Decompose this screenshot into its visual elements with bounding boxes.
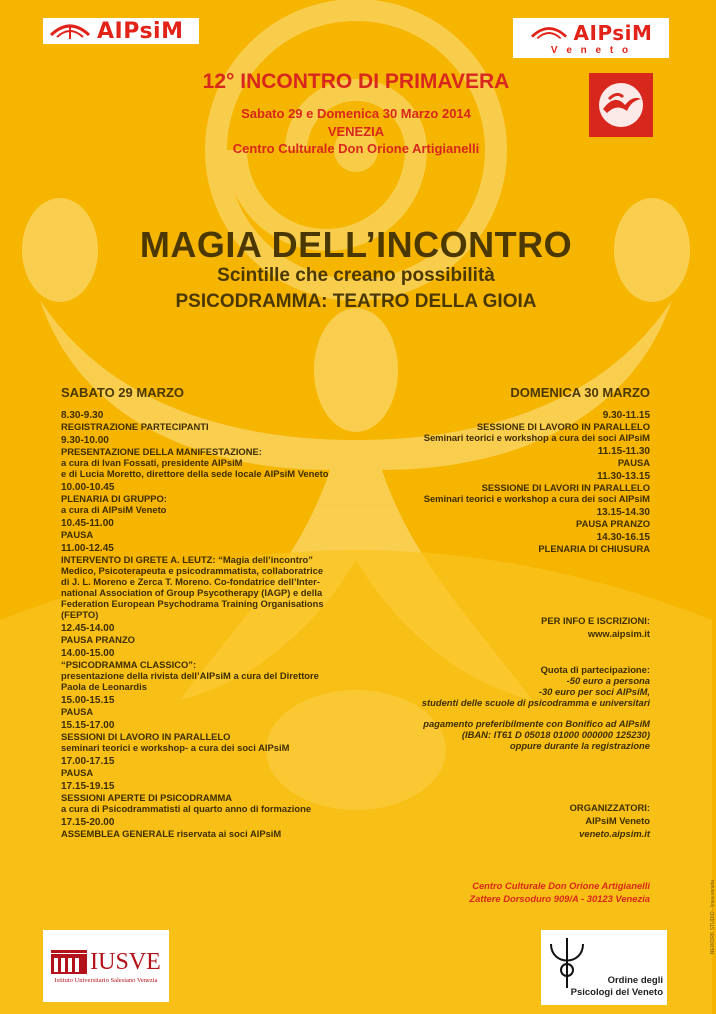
program-line: SESSIONE DI LAVORO IN PARALLELO [476,421,650,432]
dates-text: Sabato 29 e Domenica 30 Marzo 2014 [241,106,471,121]
program-time: 8.30-9.30 [61,410,104,421]
sunday-title [400,385,650,400]
fee-line-1: -50 euro a persona [566,675,650,686]
aipsim-veneto-logo [513,18,669,58]
program-item [61,410,391,432]
fee-pay-1: pagamento preferibilmente con Bonifico ad AIPsiM [423,718,650,729]
program-line: REGISTRAZIONE PARTECIPANTI [61,421,209,432]
edition-title [0,70,712,94]
program-line: PAUSA PRANZO [61,634,135,645]
fee-block [330,664,650,751]
venue-footer [360,880,650,904]
program-time: 15.15-17.00 [61,720,115,731]
info-website-link[interactable]: www.aipsim.it [587,628,650,639]
main-title-text: MAGIA DELL’INCONTRO [139,224,573,265]
event-dates [0,106,712,121]
program-line: SESSIONI DI LAVORO IN PARALLELO [61,731,231,742]
program-item [360,446,650,468]
aipsim-emblem-icon [530,24,568,42]
program-line: Paola de Leonardis [61,681,147,692]
aipsim-veneto-sub: V e n e t o [550,44,632,56]
program-time: 17.15-19.15 [61,781,115,792]
program-line: “PSICODRAMMA CLASSICO”: [61,659,197,670]
iusve-name: IUSVE [90,949,161,975]
fee-iban: (IBAN: IT61 D 05018 01000 000000 125230) [461,729,650,740]
program-time: 12.45-14.00 [61,623,115,634]
program-line: SESSIONI APERTE DI PSICODRAMMA [61,792,233,803]
program-time: 14.00-15.00 [61,648,115,659]
fee-pay-3: oppure durante la registrazione [509,740,650,751]
fee-line-3: studenti delle scuole di psicodramma e universitari [421,697,650,708]
organizers-name: AIPsiM Veneto [585,815,650,826]
program-item [61,482,391,515]
iusve-subtitle: Istituto Universitario Salesiano Venezia [54,977,158,984]
program-item [61,781,391,814]
fee-line-2: -30 euro per soci AIPsiM, [538,686,650,697]
tagline-text: PSICODRAMMA: TEATRO DELLA GIOIA [175,291,537,312]
program-time: 15.00-15.15 [61,695,115,706]
organizers-site-link[interactable]: veneto.aipsim.it [579,828,650,839]
program-line: INTERVENTO DI GRETE A. LEUTZ: “Magia dell’incontro” [61,554,313,565]
program-line: a cura di Psicodrammatisti al quarto anno di formazione [61,803,312,814]
event-venue [0,141,712,156]
ordine-psicologi-logo [541,930,667,1005]
venue-footer-line-1: Centro Culturale Don Orione Artigianelli [472,880,650,891]
organizers-block [360,802,650,839]
program-time: 17.15-20.00 [61,817,115,828]
credit-text: NEWORK STUDIO - linea.veneta [710,880,716,955]
program-line: (FEPTO) [61,609,99,620]
ordine-line-2: Psicologi del Veneto [570,987,663,998]
program-item [61,817,391,839]
sunday-program [360,410,650,557]
program-line: PLENARIA DI CHIUSURA [538,543,650,554]
info-block [360,615,650,639]
program-line: Medico, Psicoterapeuta e psicodrammatista, collaboratrice [61,565,324,576]
program-time: 11.15-11.30 [597,446,650,457]
program-line: PRESENTAZIONE DELLA MANIFESTAZIONE: [61,446,262,457]
program-line: national Association of Group Psycotherapy (IAGP) e della [61,587,323,598]
subtitle [0,265,712,287]
program-line: seminari teorici e workshop- a cura dei soci AIPsiM [61,742,290,753]
program-line: Seminari teorici e workshop a cura dei soci AIPsiM [423,493,650,504]
program-line: Federation European Psychodrama Training Organisations [61,598,324,609]
organizers-label: ORGANIZZATORI: [569,802,650,813]
program-line: ASSEMBLEA GENERALE riservata ai soci AIPsiM [61,828,282,839]
program-time: 13.15-14.30 [596,507,650,518]
program-item [360,532,650,554]
saturday-program [61,410,391,842]
program-item [61,756,391,778]
program-item [61,543,391,620]
venue-footer-line-2: Zattere Dorsoduro 909/A - 30123 Venezia [469,893,650,904]
edition-text: 12° INCONTRO DI PRIMAVERA [202,70,510,93]
program-time: 10.00-10.45 [61,482,115,493]
tagline [0,291,712,313]
event-city [0,124,712,139]
venue-text: Centro Culturale Don Orione Artigianelli [232,141,480,156]
program-line: PAUSA [61,767,94,778]
subtitle-text: Scintille che creano possibilità [217,265,495,286]
program-line: SESSIONE DI LAVORI IN PARALLELO [481,482,650,493]
program-line: Seminari teorici e workshop a cura dei soci AIPsiM [423,432,650,443]
iusve-building-icon [51,948,87,974]
info-label: PER INFO E ISCRIZIONI: [541,615,650,626]
program-line: a cura di AIPsiM Veneto [61,504,167,515]
program-time: 9.30-11.15 [602,410,650,421]
program-item [360,410,650,443]
aipsim-emblem-icon [49,21,91,41]
program-item [61,623,391,645]
program-line: PAUSA [617,457,650,468]
program-item [360,471,650,504]
program-line: a cura di Ivan Fossati, presidente AIPsiM [61,457,243,468]
program-time: 9.30-10.00 [61,435,109,446]
program-item [360,507,650,529]
saturday-title-text: SABATO 29 MARZO [61,385,185,400]
sunday-title-text: DOMENICA 30 MARZO [510,385,650,400]
main-title [0,224,712,266]
program-item [61,435,391,479]
aipsim-right-label: AIPsiM [573,20,653,45]
aipsim-logo-left [43,18,199,44]
city-text: VENEZIA [327,124,385,139]
ordine-line-1: Ordine degli [607,975,663,986]
program-item [61,518,391,540]
program-line: di J. L. Moreno e Zerca T. Moreno. Co-fondatrice dell’Inter- [61,576,320,587]
program-time: 11.30-13.15 [597,471,650,482]
program-line: presentazione della rivista dell’AIPsiM a cura del Direttore [61,670,319,681]
program-line: PLENARIA DI GRUPPO: [61,493,167,504]
iusve-logo [43,930,169,1002]
program-time: 10.45-11.00 [61,518,114,529]
program-time: 17.00-17.15 [61,756,115,767]
fee-label: Quota di partecipazione: [540,664,650,675]
program-line: PAUSA [61,529,94,540]
aipsim-left-label: AIPsiM [97,18,184,44]
program-time: 14.30-16.15 [596,532,650,543]
program-line: PAUSA PRANZO [576,518,650,529]
program-line: PAUSA [61,706,94,717]
program-time: 11.00-12.45 [61,543,114,554]
saturday-title [61,385,184,400]
program-line: e di Lucia Moretto, direttore della sede locale AIPsiM Veneto [61,468,329,479]
